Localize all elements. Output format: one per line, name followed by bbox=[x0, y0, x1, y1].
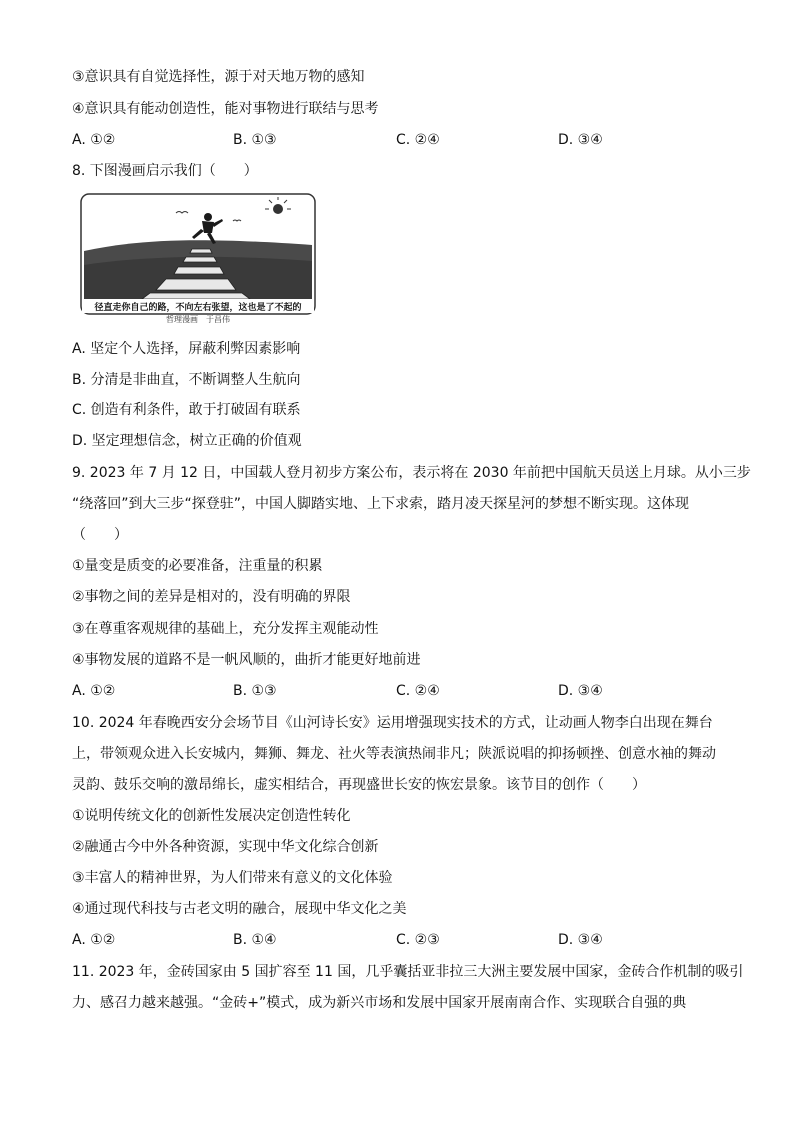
q10-option-c[interactable]: C. ②③ bbox=[396, 932, 440, 948]
q8-option-b[interactable]: B. 分清是非曲直，不断调整人生航向 bbox=[72, 372, 301, 388]
q10-option-a[interactable]: A. ①② bbox=[72, 932, 116, 948]
q8-option-c[interactable]: C. 创造有利条件，敢于打破固有联系 bbox=[72, 402, 301, 418]
q9-statement-1: ①量变是质变的必要准备，注重量的积累 bbox=[72, 558, 323, 574]
q8-stem: 8. 下图漫画启示我们（ ） bbox=[72, 163, 258, 179]
q7-option-c[interactable]: C. ②④ bbox=[396, 132, 440, 148]
q9-option-c[interactable]: C. ②④ bbox=[396, 683, 440, 699]
q9-stem-line-3: （ ） bbox=[72, 527, 128, 543]
q7-statement-3: ③意识具有自觉选择性，源于对天地万物的感知 bbox=[72, 69, 365, 85]
q10-statement-4: ④通过现代科技与古老文明的融合，展现中华文化之美 bbox=[72, 901, 407, 917]
q9-option-d[interactable]: D. ③④ bbox=[558, 683, 603, 699]
q7-option-a[interactable]: A. ①② bbox=[72, 132, 116, 148]
q10-stem-line-1: 10. 2024 年春晚西安分会场节目《山河诗长安》运用增强现实技术的方式，让动画人物李白出现在舞台 bbox=[72, 715, 713, 731]
q10-option-d[interactable]: D. ③④ bbox=[558, 932, 603, 948]
q8-option-a[interactable]: A. 坚定个人选择，屏蔽利弊因素影响 bbox=[72, 341, 301, 357]
q10-statement-3: ③丰富人的精神世界，为人们带来有意义的文化体验 bbox=[72, 870, 393, 886]
q7-statement-4: ④意识具有能动创造性，能对事物进行联结与思考 bbox=[72, 101, 379, 117]
cartoon-caption: 径直走你自己的路，不向左右张望，这也是了不起的 bbox=[94, 303, 302, 313]
q9-option-a[interactable]: A. ①② bbox=[72, 683, 116, 699]
q10-stem-line-2: 上，带领观众进入长安城内，舞狮、舞龙、社火等表演热闹非凡；陕派说唱的抑扬顿挫、创意水袖的舞动 bbox=[72, 746, 716, 762]
q10-option-b[interactable]: B. ①④ bbox=[233, 932, 277, 948]
q9-statement-4: ④事物发展的道路不是一帆风顺的，曲折才能更好地前进 bbox=[72, 652, 421, 668]
q8-option-d[interactable]: D. 坚定理想信念，树立正确的价值观 bbox=[72, 433, 302, 449]
q10-statement-2: ②融通古今中外各种资源，实现中华文化综合创新 bbox=[72, 839, 379, 855]
q7-option-b[interactable]: B. ①③ bbox=[233, 132, 277, 148]
cartoon-credit: 哲理漫画 于昌伟 bbox=[166, 315, 230, 323]
q7-option-d[interactable]: D. ③④ bbox=[558, 132, 603, 148]
q11-stem-line-2: 力、感召力越来越强。“金砖+”模式，成为新兴市场和发展中国家开展南南合作、实现联合自强的典 bbox=[72, 995, 687, 1011]
q9-option-b[interactable]: B. ①③ bbox=[233, 683, 277, 699]
q10-stem-line-3: 灵韵、鼓乐交响的激昂绵长，虚实相结合，再现盛世长安的恢宏景象。该节目的创作（ ） bbox=[72, 777, 646, 793]
philosophy-cartoon bbox=[80, 193, 316, 323]
q9-statement-2: ②事物之间的差异是相对的，没有明确的界限 bbox=[72, 589, 351, 605]
q9-stem-line-2: “绕落回”到大三步“探登驻”，中国人脚踏实地、上下求索，踏月凌天探星河的梦想不断实现。这体现 bbox=[72, 496, 690, 512]
q11-stem-line-1: 11. 2023 年，金砖国家由 5 国扩容至 11 国，几乎囊括亚非拉三大洲主要发展中国家，金砖合作机制的吸引 bbox=[72, 964, 744, 980]
q9-stem-line-1: 9. 2023 年 7 月 12 日，中国载人登月初步方案公布，表示将在 2030 年前把中国航天员送上月球。从小三步 bbox=[72, 465, 751, 481]
q10-statement-1: ①说明传统文化的创新性发展决定创造性转化 bbox=[72, 808, 351, 824]
q9-statement-3: ③在尊重客观规律的基础上，充分发挥主观能动性 bbox=[72, 621, 379, 637]
